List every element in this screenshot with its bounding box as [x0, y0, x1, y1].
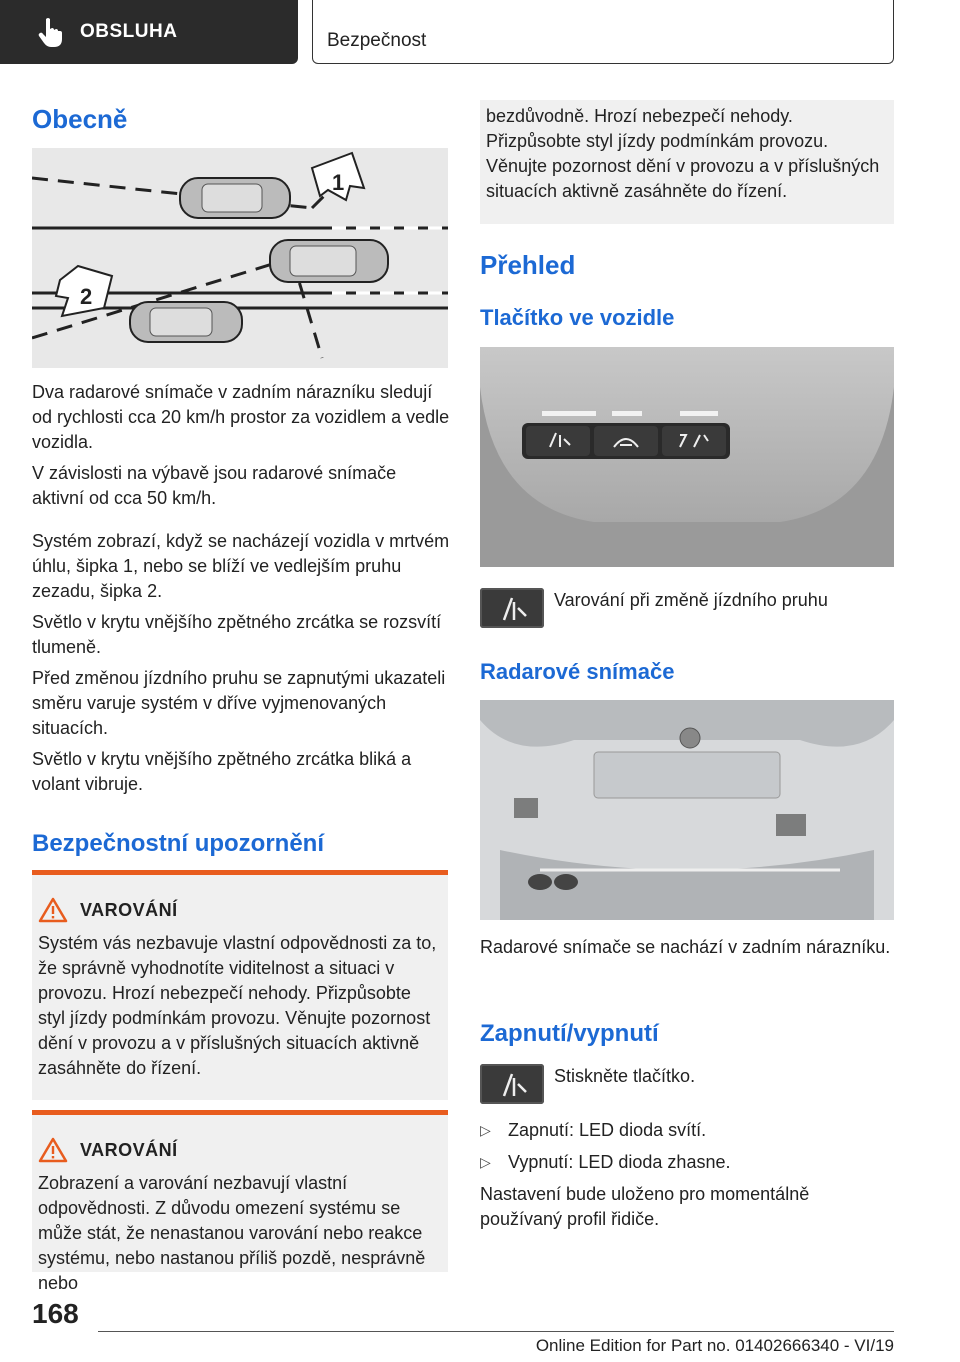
heading-general: Obecně [32, 104, 128, 134]
header-tab [0, 0, 298, 64]
header-section-label: Bezpečnost [327, 30, 427, 51]
lane-change-button-icon [480, 588, 544, 628]
car-top [180, 178, 290, 218]
footer-edition: Online Edition for Part no. 01402666340 - VI/19 [535, 1336, 894, 1355]
blind-spot-illustration [32, 148, 448, 368]
lane-change-button-icon-2 [480, 1064, 544, 1104]
rear-bumper-photo [480, 700, 894, 920]
svg-text:1: 1 [332, 170, 345, 195]
warning-1-title: VAROVÁNÍ [80, 899, 178, 920]
radar-sensor-left [514, 798, 538, 818]
button-panel-photo [480, 347, 894, 567]
svg-text:2: 2 [80, 284, 93, 309]
bullet-off: ▷ Vypnutí: LED dioda zhasne. [480, 1152, 731, 1172]
warning-triangle-icon [38, 1137, 68, 1163]
heading-radar: Radarové snímače [480, 659, 675, 684]
heading-safety: Bezpečnostní upozornění [32, 830, 325, 857]
warning-box-1 [32, 870, 448, 1100]
warning-continued-text: bezdůvodně. Hrozí nebezpečí nehody. Přizpůsobte styl jízdy podmínkám provozu. Věnujte pozornost dění v provozu a v příslušných situacích aktivně zasáhněte do řízení. [486, 106, 880, 201]
heading-onoff: Zapnutí/vypnutí [480, 1020, 659, 1047]
radar-caption: Radarové snímače se nachází v zadním nárazníku. [480, 937, 891, 957]
warning-2-title: VAROVÁNÍ [80, 1139, 178, 1160]
warning-1-text: Systém vás nezbavuje vlastní odpovědnosti za to, že správně vyhodnotíte viditelnost a situaci v provozu. Hrozí nebezpečí nehody. Přizpůsobte styl jízdy podmínkám provozu. Věnujte pozornost dění v provozu a v příslušných situacích aktivně zasáhněte do řízení. [38, 933, 437, 1078]
para-display: Systém zobrazí, když se nacházejí vozidla v mrtvém úhlu, šipka 1, nebo se blíží ve vedlejším pruhu zezadu, šipka 2. [32, 531, 450, 601]
para-light-blink: Světlo v krytu vnějšího zpětného zrcátka bliká a volant vibruje. [32, 749, 412, 794]
hand-pointer-icon [38, 17, 64, 47]
para-light-dim: Světlo v krytu vnějšího zpětného zrcátka se rozsvítí tlumeně. [32, 612, 442, 657]
heading-button: Tlačítko ve vozidle [480, 305, 675, 330]
para-lane-change: Před změnou jízdního pruhu se zapnutými ukazateli směru varuje systém v dříve vyjmenovaných situacích. [32, 668, 446, 738]
header-tab-label: OBSLUHA [80, 21, 178, 42]
rear-bumper-illustration [480, 700, 894, 920]
bullet-triangle-icon: ▷ [480, 1122, 491, 1138]
settings-note: Nastavení bude uloženo pro momentálně používaný profil řidiče. [480, 1184, 810, 1229]
page-number: 168 [32, 1298, 79, 1329]
footer-divider [98, 1331, 894, 1332]
para-radar-sensors: Dva radarové snímače v zadním nárazníku sledují od rychlosti cca 20 km/h prostor za vozidlem a vedle vozidla. [32, 382, 450, 452]
button-caption: Varování při změně jízdního pruhu [554, 590, 828, 610]
warning-box-continued [480, 100, 894, 224]
header-section [312, 0, 894, 64]
car-middle [270, 240, 388, 282]
heading-overview: Přehled [480, 250, 576, 280]
bullet-triangle-icon: ▷ [480, 1154, 491, 1170]
button-panel-illustration [480, 347, 894, 567]
warning-triangle-icon [38, 897, 68, 923]
car-bottom [130, 302, 242, 342]
press-button-text: Stiskněte tlačítko. [554, 1066, 696, 1086]
para-activation: V závislosti na výbavě jsou radarové snímače aktivní od cca 50 km/h. [32, 463, 397, 508]
bullet-on: ▷ Zapnutí: LED dioda svítí. [480, 1120, 707, 1140]
radar-sensor-right [776, 814, 806, 836]
road-diagram [32, 148, 448, 368]
warning-2-text: Zobrazení a varování nezbavují vlastní odpovědnosti. Z důvodu omezení systému se může stát, že nenastanou varování nebo reakce systému, nebo nastanou příliš pozdě, nesprávně nebo [38, 1173, 426, 1293]
warning-box-2 [32, 1110, 448, 1293]
